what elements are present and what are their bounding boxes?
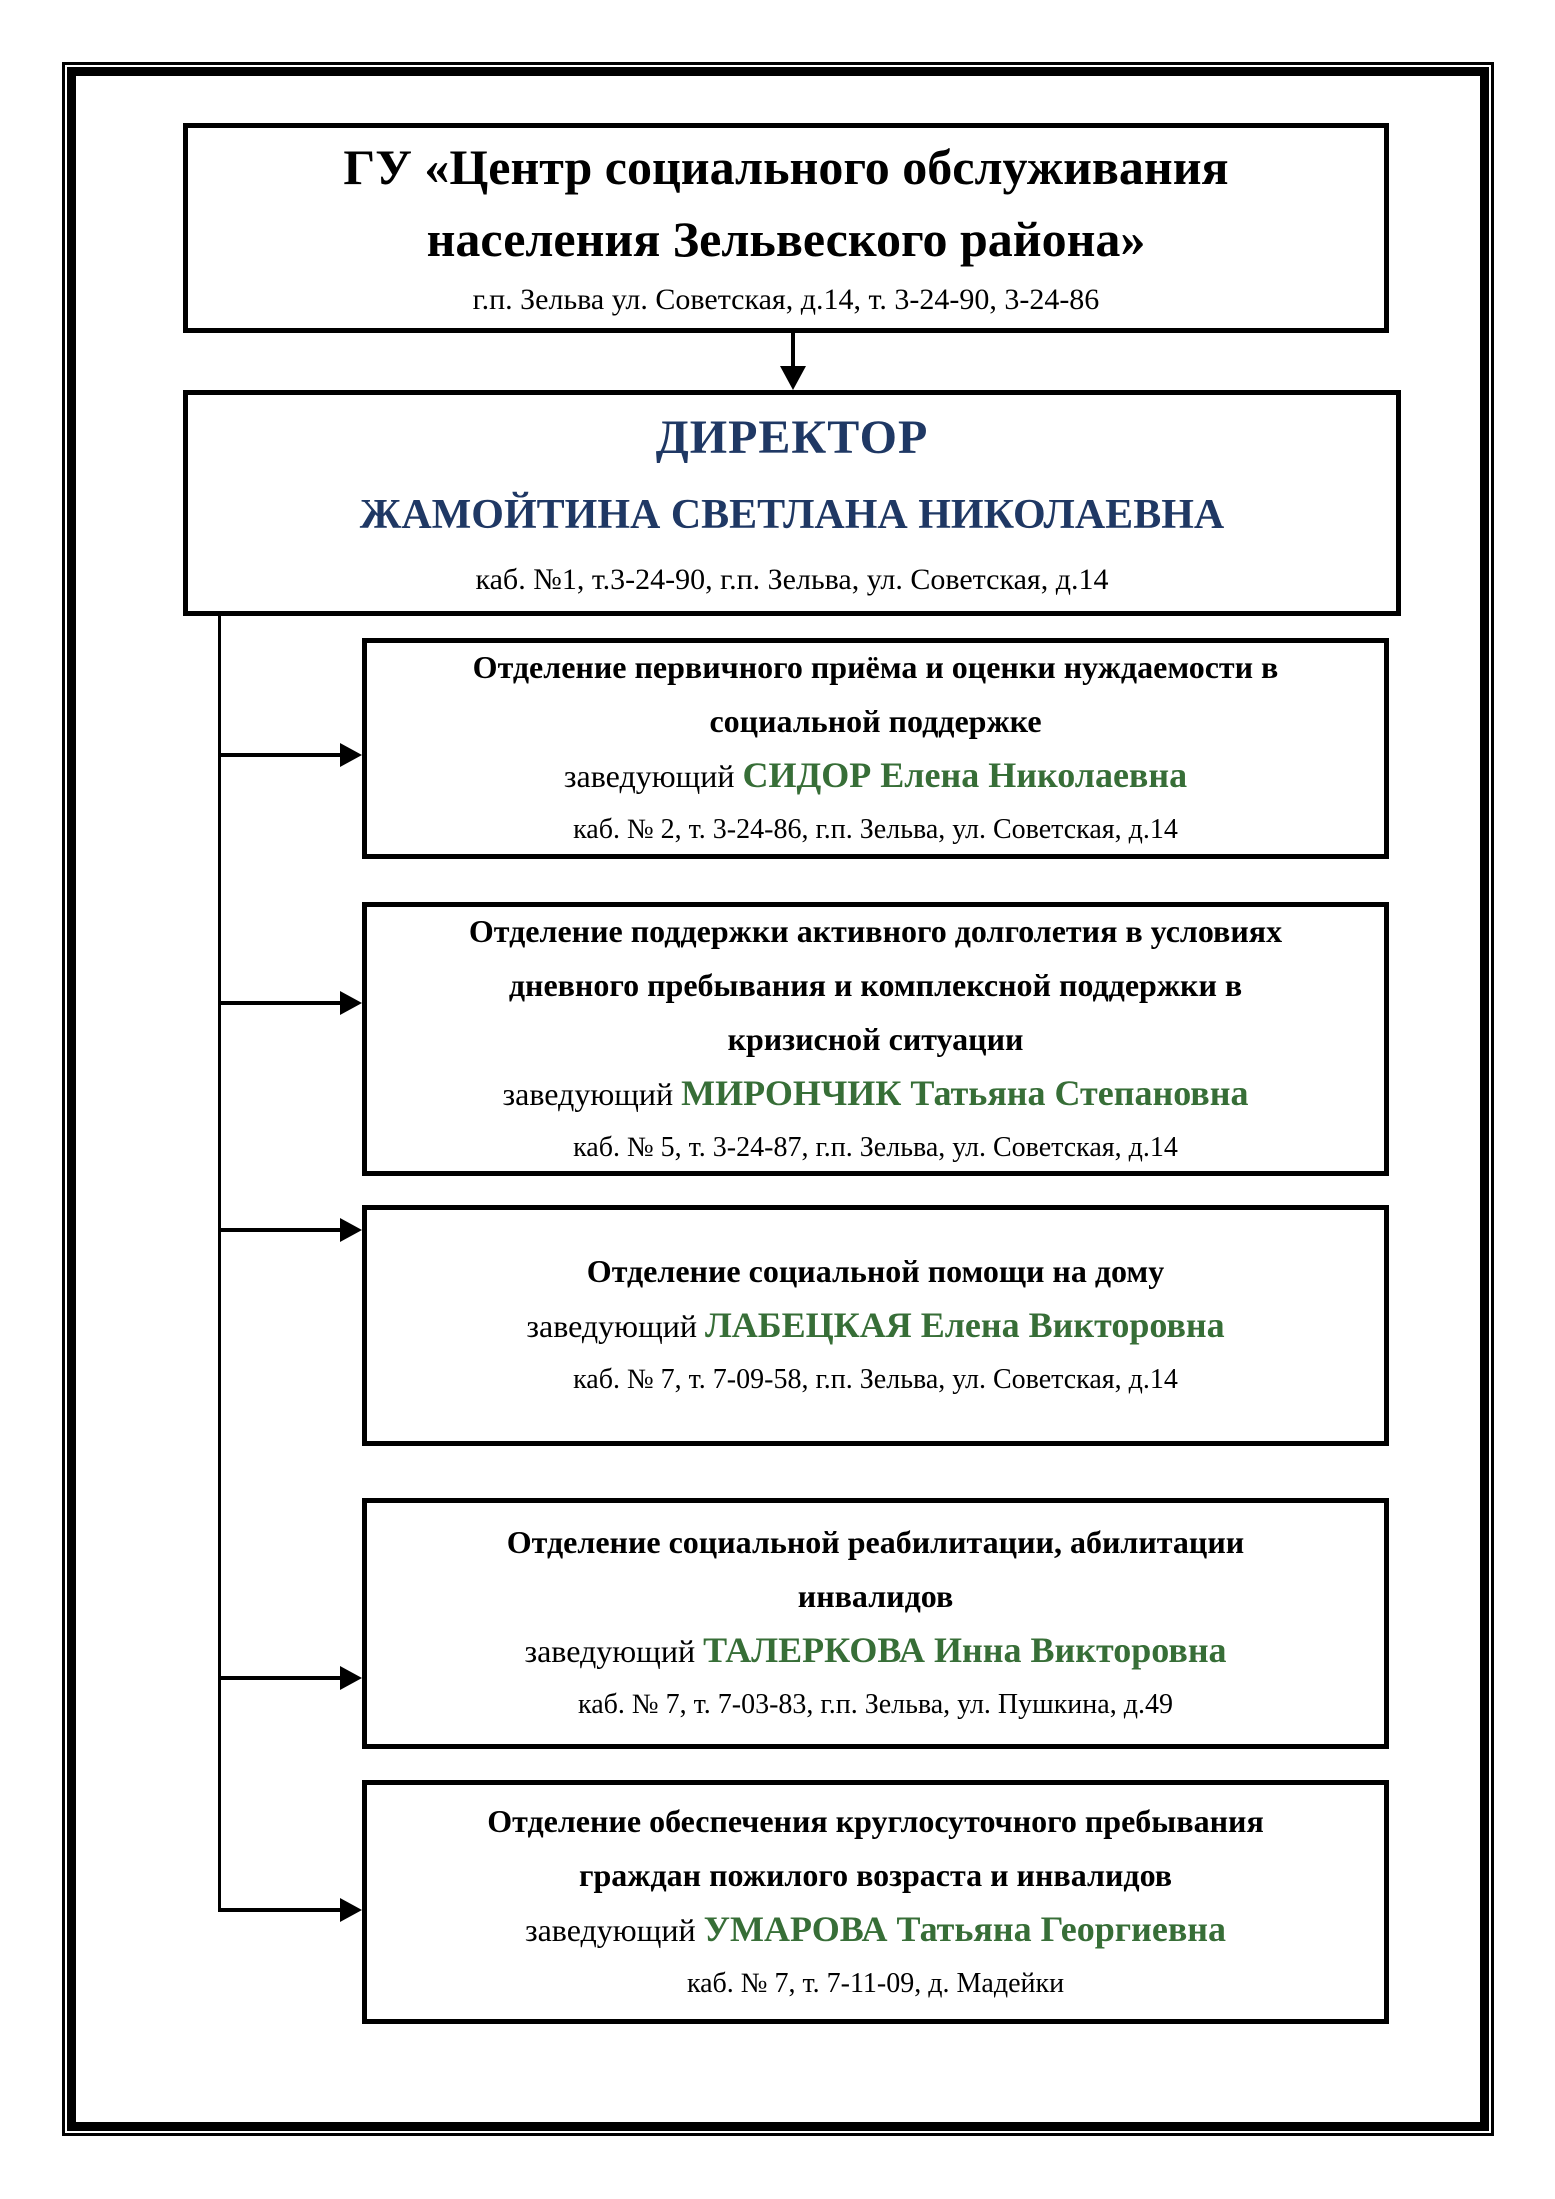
arrow-to-dept-4 bbox=[220, 1676, 340, 1680]
head-label: заведующий bbox=[524, 1633, 696, 1669]
head-name: УМАРОВА Татьяна Георгиевна bbox=[703, 1908, 1227, 1949]
head-name: МИРОНЧИК Татьяна Степановна bbox=[681, 1072, 1249, 1113]
department-title-line: Отделение социальной помощи на дому bbox=[586, 1253, 1165, 1289]
department-head-line bbox=[526, 1298, 1224, 1353]
department-head-line bbox=[525, 1902, 1226, 1957]
arrow-to-dept-3 bbox=[220, 1228, 340, 1232]
department-box-home-social-help bbox=[362, 1205, 1389, 1446]
department-head-line bbox=[564, 748, 1187, 803]
director-contact: каб. №1, т.3-24-90, г.п. Зельва, ул. Советская, д.14 bbox=[475, 563, 1109, 596]
department-contact: каб. № 5, т. 3-24-87, г.п. Зельва, ул. Советская, д.14 bbox=[573, 1131, 1178, 1163]
organization-address: г.п. Зельва ул. Советская, д.14, т. 3-24-90, 3-24-86 bbox=[472, 283, 1100, 316]
department-title-line: Отделение социальной реабилитации, абилитации bbox=[506, 1524, 1245, 1560]
head-label: заведующий bbox=[563, 758, 735, 794]
department-title-line: Отделение обеспечения круглосуточного пребывания bbox=[487, 1802, 1264, 1839]
department-box-rehabilitation bbox=[362, 1498, 1389, 1749]
connector-trunk-line bbox=[218, 616, 221, 1912]
department-head-line bbox=[524, 1623, 1226, 1678]
department-contact: каб. № 7, т. 7-11-09, д. Мадейки bbox=[686, 1967, 1065, 1999]
department-box-active-longevity bbox=[362, 902, 1389, 1176]
department-title-line: Отделение поддержки активного долголетия в условиях bbox=[468, 912, 1283, 949]
organization-box bbox=[183, 123, 1389, 333]
director-name: ЖАМОЙТИНА СВЕТЛАНА НИКОЛАЕВНА bbox=[359, 492, 1225, 538]
arrow-to-dept-5 bbox=[220, 1908, 340, 1912]
head-label: заведующий bbox=[502, 1075, 674, 1112]
organization-title-line2: населения Зельвеского района» bbox=[426, 211, 1146, 267]
head-name: СИДОР Елена Николаевна bbox=[742, 755, 1188, 795]
director-title: ДИРЕКТОР bbox=[655, 411, 929, 464]
department-title-line: инвалидов bbox=[797, 1578, 954, 1614]
head-label: заведующий bbox=[526, 1308, 697, 1344]
department-title-line: кризисной ситуации bbox=[727, 1020, 1024, 1057]
organization-title-line1: ГУ «Центр социального обслуживания bbox=[343, 139, 1229, 195]
department-title-line: социальной поддержке bbox=[709, 703, 1042, 739]
arrow-to-dept-1 bbox=[220, 753, 340, 757]
department-contact: каб. № 7, т. 7-09-58, г.п. Зельва, ул. Советская, д.14 bbox=[573, 1364, 1178, 1395]
department-title-line: Отделение первичного приёма и оценки нуждаемости в bbox=[472, 649, 1279, 685]
department-contact: каб. № 2, т. 3-24-86, г.п. Зельва, ул. Советская, д.14 bbox=[573, 814, 1178, 845]
department-box-round-the-clock-stay bbox=[362, 1780, 1389, 2024]
department-title-line: граждан пожилого возраста и инвалидов bbox=[578, 1856, 1173, 1893]
head-name: ЛАБЕЦКАЯ Елена Викторовна bbox=[704, 1305, 1225, 1345]
director-box bbox=[183, 390, 1401, 616]
arrow-to-dept-2 bbox=[220, 1001, 340, 1005]
department-head-line bbox=[503, 1066, 1249, 1121]
department-box-primary-reception bbox=[362, 638, 1389, 859]
arrow-header-to-director-line bbox=[791, 333, 795, 369]
head-name: ТАЛЕРКОВА Инна Викторовна bbox=[703, 1630, 1227, 1670]
arrow-header-to-director-head-icon bbox=[780, 366, 806, 390]
department-title-line: дневного пребывания и комплексной поддержки в bbox=[508, 966, 1243, 1003]
department-contact: каб. № 7, т. 7-03-83, г.п. Зельва, ул. Пушкина, д.49 bbox=[578, 1689, 1173, 1720]
head-label: заведующий bbox=[524, 1911, 696, 1948]
